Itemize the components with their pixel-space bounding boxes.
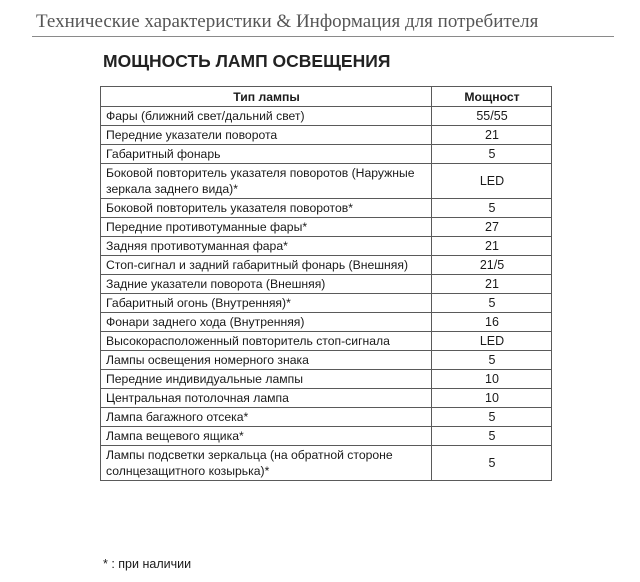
table-row: [101, 446, 552, 481]
table-row: [101, 389, 552, 408]
table-row: [101, 218, 552, 237]
lamp-type-cell: Фонари заднего хода (Внутренняя): [101, 313, 432, 332]
page-header: [32, 8, 614, 37]
lamp-type-cell: Боковой повторитель указателя поворотов*: [101, 199, 432, 218]
lamp-type-cell: Задние указатели поворота (Внешняя): [101, 275, 432, 294]
table-row: [101, 164, 552, 199]
lamp-type-cell: Высокорасположенный повторитель стоп-сигнала: [101, 332, 432, 351]
power-cell: 16: [432, 313, 552, 332]
table-row: [101, 145, 552, 164]
power-cell: 5: [432, 408, 552, 427]
lamp-type-cell: Габаритный фонарь: [101, 145, 432, 164]
table-row: [101, 126, 552, 145]
table-header-row: [101, 87, 552, 107]
table-row: [101, 351, 552, 370]
power-cell: 21/5: [432, 256, 552, 275]
table-row: [101, 332, 552, 351]
lamp-type-cell: Лампа вещевого ящика*: [101, 427, 432, 446]
power-cell: 27: [432, 218, 552, 237]
header-title: Технические характеристики & Информация для потребителя: [36, 11, 539, 32]
lamp-type-cell: Габаритный огонь (Внутренняя)*: [101, 294, 432, 313]
power-cell: 5: [432, 427, 552, 446]
column-header-power: Мощност: [432, 87, 552, 107]
table-row: [101, 275, 552, 294]
power-cell: 21: [432, 126, 552, 145]
lamp-type-cell: Передние индивидуальные лампы: [101, 370, 432, 389]
lamp-type-cell: Передние противотуманные фары*: [101, 218, 432, 237]
table-body: [101, 107, 552, 481]
power-cell: 5: [432, 145, 552, 164]
lamp-type-cell: Лампы освещения номерного знака: [101, 351, 432, 370]
power-cell: 10: [432, 370, 552, 389]
power-cell: 21: [432, 237, 552, 256]
power-cell: 5: [432, 199, 552, 218]
power-cell: 5: [432, 351, 552, 370]
power-cell: 5: [432, 294, 552, 313]
power-cell: LED: [432, 164, 552, 199]
power-cell: 10: [432, 389, 552, 408]
table-row: [101, 199, 552, 218]
section-title: МОЩНОСТЬ ЛАМП ОСВЕЩЕНИЯ: [103, 51, 391, 71]
table-row: [101, 237, 552, 256]
column-header-lamp-type: Тип лампы: [101, 87, 432, 107]
lamp-type-cell: Фары (ближний свет/дальний свет): [101, 107, 432, 126]
lamp-type-cell: Боковой повторитель указателя поворотов (Наружные зеркала заднего вида)*: [101, 164, 432, 199]
power-cell: 21: [432, 275, 552, 294]
table-row: [101, 427, 552, 446]
power-cell: 5: [432, 446, 552, 481]
lamp-type-cell: Передние указатели поворота: [101, 126, 432, 145]
table-row: [101, 408, 552, 427]
lamp-power-table: [100, 86, 552, 481]
table-row: [101, 370, 552, 389]
footnote: * : при наличии: [103, 557, 192, 571]
lamp-type-cell: Задняя противотуманная фара*: [101, 237, 432, 256]
power-cell: LED: [432, 332, 552, 351]
table-row: [101, 107, 552, 126]
lamp-type-cell: Центральная потолочная лампа: [101, 389, 432, 408]
table-row: [101, 313, 552, 332]
lamp-type-cell: Лампа багажного отсека*: [101, 408, 432, 427]
table-row: [101, 256, 552, 275]
lamp-type-cell: Лампы подсветки зеркальца (на обратной стороне солнцезащитного козырька)*: [101, 446, 432, 481]
power-cell: 55/55: [432, 107, 552, 126]
table-row: [101, 294, 552, 313]
lamp-type-cell: Стоп-сигнал и задний габаритный фонарь (Внешняя): [101, 256, 432, 275]
